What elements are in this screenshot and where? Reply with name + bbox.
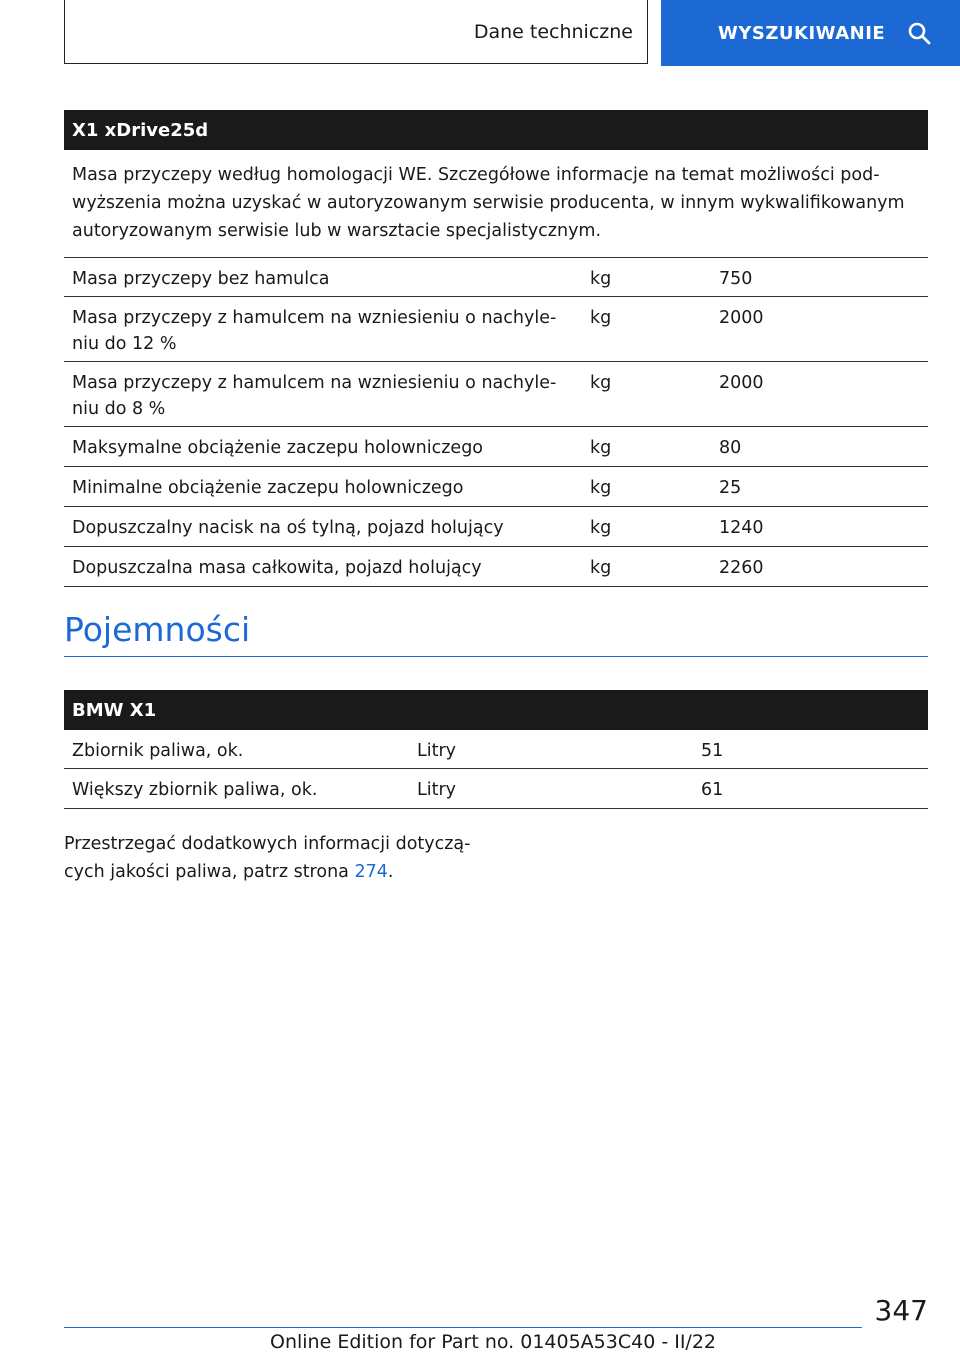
table-row xyxy=(64,769,928,809)
table-header xyxy=(64,690,928,730)
search-icon xyxy=(907,21,931,45)
row-unit: kg xyxy=(590,558,612,578)
row-label: Maksymalne obciążenie zaczepu holowniczego xyxy=(72,438,484,458)
note-suffix: . xyxy=(387,862,394,882)
row-value: 750 xyxy=(719,269,753,289)
row-unit: kg xyxy=(590,373,612,393)
row-label: Dopuszczalna masa całkowita, pojazd holujący xyxy=(72,558,482,578)
row-label: Większy zbiornik paliwa, ok. xyxy=(72,780,318,800)
table-row xyxy=(64,258,928,297)
table-row xyxy=(64,297,928,362)
page-link[interactable]: 274 xyxy=(354,862,388,882)
section-tab[interactable] xyxy=(64,0,648,64)
footer-edition: Online Edition for Part no. 01405A53C40 - II/22 xyxy=(270,1331,717,1353)
row-unit: kg xyxy=(590,478,612,498)
section-tab-label: Dane techniczne xyxy=(473,20,633,43)
row-label: Masa przyczepy z hamulcem na wzniesieniu o nachyleniu do 12 % xyxy=(72,308,557,354)
row-label: Masa przyczepy z hamulcem na wzniesieniu o nachyleniu do 8 % xyxy=(72,373,557,419)
table-row xyxy=(64,427,928,467)
top-bar xyxy=(0,0,960,66)
row-value: 2000 xyxy=(719,373,764,393)
row-value: 61 xyxy=(701,780,724,800)
row-value: 1240 xyxy=(719,518,764,538)
row-label: Zbiornik paliwa, ok. xyxy=(72,741,244,761)
table-row xyxy=(64,467,928,507)
row-unit: kg xyxy=(590,438,612,458)
fuel-note xyxy=(64,830,504,886)
table-title: X1 xDrive25d xyxy=(72,119,209,141)
page-number: 347 xyxy=(874,1294,928,1327)
table-row xyxy=(64,730,928,769)
note-text: Przestrzegać dodatkowych informacji dotyczących jakości paliwa, patrz strona xyxy=(64,834,471,882)
row-value: 2000 xyxy=(719,308,764,328)
trailer-load-table xyxy=(64,110,928,587)
table-row xyxy=(64,362,928,427)
row-value: 80 xyxy=(719,438,742,458)
row-unit: Litry xyxy=(417,780,457,800)
row-value: 25 xyxy=(719,478,742,498)
table-row xyxy=(64,507,928,547)
row-value: 51 xyxy=(701,741,724,761)
table-description: Masa przyczepy według homologacji WE. Szczegółowe informacje na temat możliwości podwyższenia można uzyskać w autoryzowanym serwisie producenta, w innym wykwalifikowanym autoryzowanym serwisie lub w warsztacie specjalistycznym. xyxy=(64,150,928,258)
row-label: Minimalne obciążenie zaczepu holowniczego xyxy=(72,478,464,498)
table-header xyxy=(64,110,928,150)
row-unit: kg xyxy=(590,269,612,289)
row-value: 2260 xyxy=(719,558,764,578)
search-button[interactable] xyxy=(661,0,960,66)
capacities-table xyxy=(64,690,928,809)
row-unit: Litry xyxy=(417,741,457,761)
search-button-label: WYSZUKIWANIE xyxy=(718,22,886,44)
row-label: Masa przyczepy bez hamulca xyxy=(72,269,330,289)
row-unit: kg xyxy=(590,518,612,538)
table-row xyxy=(64,547,928,587)
table-title: BMW X1 xyxy=(72,699,157,721)
row-unit: kg xyxy=(590,308,612,328)
section-heading: Pojemności xyxy=(64,606,928,657)
row-label: Dopuszczalny nacisk na oś tylną, pojazd holujący xyxy=(72,518,504,538)
